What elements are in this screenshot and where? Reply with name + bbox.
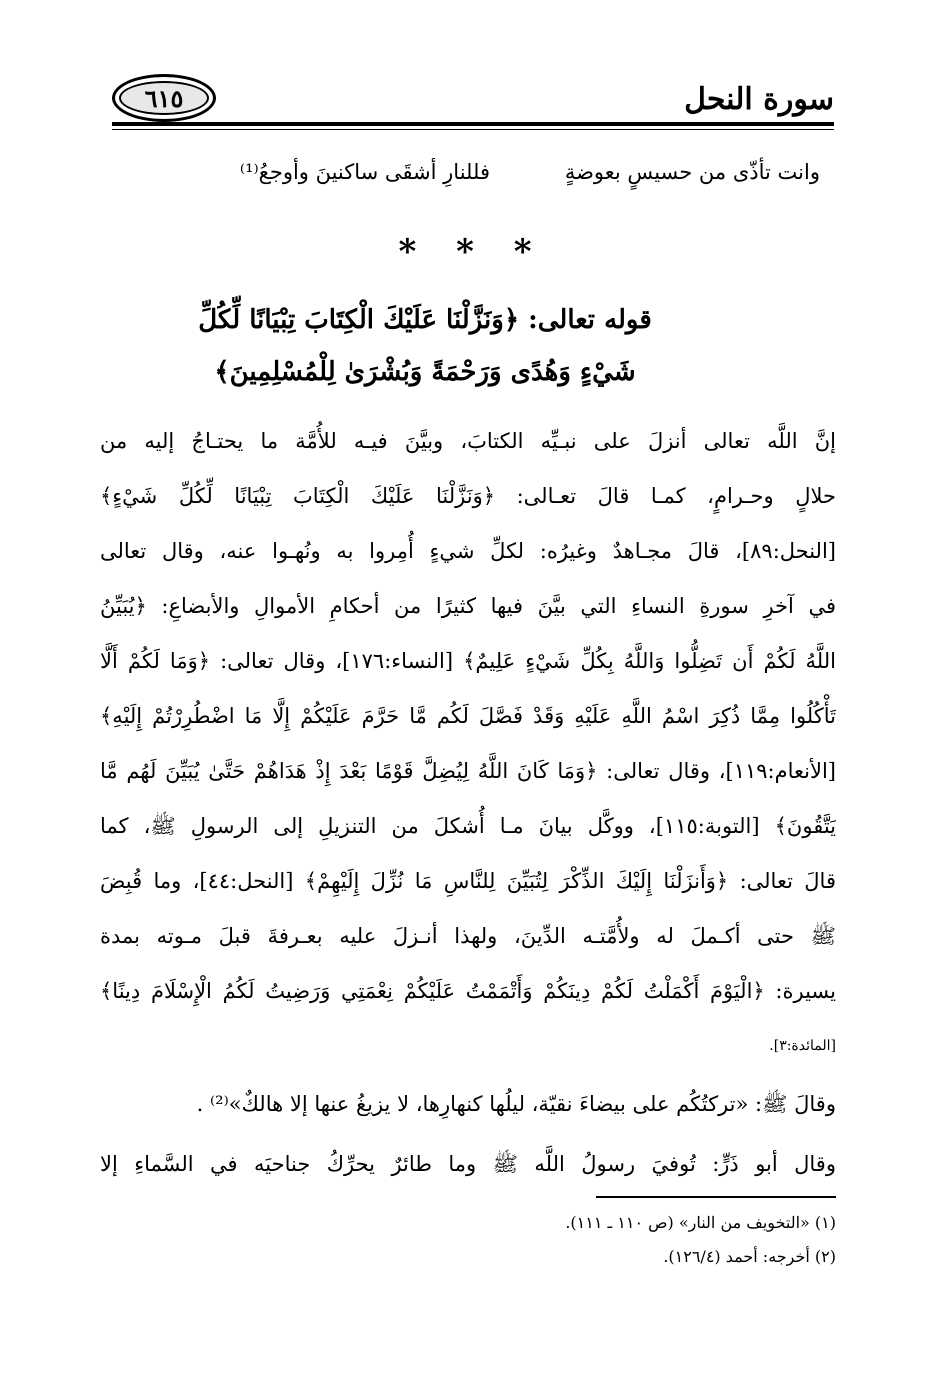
second-paragraph — [100, 1074, 836, 1194]
text-line: إنَّ اللَّه تعالى أنزلَ على نبـيِّه الكتابَ، وبيَّنَ فيـه للأُمَّة ما يحتـاجُ إليه من — [100, 429, 836, 453]
header-rule — [112, 122, 834, 126]
text-line: وقال أبو ذَرٍّ: تُوفيَ رسولُ اللَّه ﷺ وما طائرٌ يحرِّكُ جناحيَه في السَّماءِ إلا — [100, 1152, 836, 1176]
heading-line: شَيْءٍ وَهُدًى وَرَحْمَةً وَبُشْرَىٰ لِلْمُسْلِمِينَ﴾ — [214, 357, 636, 387]
text-line: [المائدة:٣]. — [769, 1038, 836, 1054]
poem-verse — [120, 160, 820, 208]
text-line: اللَّهُ لَكُمْ أَن تَضِلُّوا وَاللَّهُ بِكُلِّ شَيْءٍ عَلِيمٌ﴾ [النساء:١٧٦]، وقال تعالى: ﴿وَمَا لَكُمْ أَلَّا — [100, 649, 836, 673]
text-line: حلالٍ وحـرامٍ، كمـا قالَ تعـالى: ﴿وَنَزَّلْنَا عَلَيْكَ الْكِتَابَ تِبْيَانًا لِّكُلِّ شَيْءٍ﴾ — [100, 484, 836, 508]
section-separator: * * * — [398, 232, 546, 272]
footnote: (٢) أخرجه: أحمد (١٢٦/٤). — [663, 1247, 836, 1266]
text-line: يَتَّقُونَ﴾ [التوبة:١١٥]، ووكَّل بيانَ مـا أُشكلَ من التنزيلِ إلى الرسولِ ﷺ، كما — [100, 814, 836, 838]
heading-line: قوله تعالى: ﴿وَنَزَّلْنَا عَلَيْكَ الْكِتَابَ تِبْيَانًا لِّكُلِّ — [198, 305, 652, 335]
section-heading — [140, 294, 710, 398]
page-number-badge — [112, 74, 216, 122]
poem-second-hemistich: فللنارِ أشقَى ساكنينَ وأوجعُ⁽¹⁾ — [239, 160, 490, 184]
page-header — [112, 62, 834, 134]
poem-first-hemistich: وانت تأذّى من حسيسٍ بعوضةٍ — [564, 160, 820, 184]
text-line: وقالَ ﷺ: «تركتُكُم على بيضاءَ نقيّة، ليلُها كنهارِها، لا يزيغُ عنها إلا هالكٌ»⁽²⁾ . — [196, 1092, 836, 1116]
footnotes — [100, 1206, 836, 1274]
header-rule-thin — [112, 129, 834, 130]
page-number: ٦١٥ — [144, 83, 184, 113]
text-line: ﷺ حتى أكـملَ له ولأُمَّتـه الدِّينَ، ولهذا أنـزلَ عليه بعـرفةَ قبلَ مـوته بمدة — [100, 924, 836, 948]
text-line: يسيرة: ﴿الْيَوْمَ أَكْمَلْتُ لَكُمْ دِينَكُمْ وَأَتْمَمْتُ عَلَيْكُمْ نِعْمَتِي وَرَضِيتُ لَكُمُ الْإِسْلَامَ دِينًا﴾ — [100, 979, 836, 1003]
footnote-rule — [596, 1196, 836, 1198]
surah-title: سورة النحل — [684, 82, 834, 117]
main-paragraph — [100, 414, 836, 1074]
text-line: [النحل:٨٩]، قالَ مجـاهدٌ وغيرُه: لكلِّ شيءٍ أُمِروا به ونُهـوا عنه، وقال تعالى — [100, 539, 836, 563]
footnote: (١) «التخويف من النار» (ص ١١٠ ـ ١١١). — [565, 1213, 836, 1232]
text-line: قالَ تعالى: ﴿وَأَنزَلْنَا إِلَيْكَ الذِّكْرَ لِتُبَيِّنَ لِلنَّاسِ مَا نُزِّلَ إِلَيْهِمْ﴾ [النحل:٤٤]، وما قُبِضَ — [100, 869, 836, 893]
text-line: تَأْكُلُوا مِمَّا ذُكِرَ اسْمُ اللَّهِ عَلَيْهِ وَقَدْ فَصَّلَ لَكُم مَّا حَرَّمَ عَلَيْكُمْ إِلَّا مَا اضْطُرِرْتُمْ إِلَيْهِ﴾ — [100, 704, 836, 728]
text-line: [الأنعام:١١٩]، وقال تعالى: ﴿وَمَا كَانَ اللَّهُ لِيُضِلَّ قَوْمًا بَعْدَ إِذْ هَدَاهُمْ حَتَّىٰ يُبَيِّنَ لَهُم مَّا — [100, 759, 836, 783]
text-line: في آخرِ سورةِ النساءِ التي بيَّنَ فيها كثيرًا من أحكامِ الأموالِ والأبضاعِ: ﴿يُبَيِّنُ — [100, 594, 836, 618]
